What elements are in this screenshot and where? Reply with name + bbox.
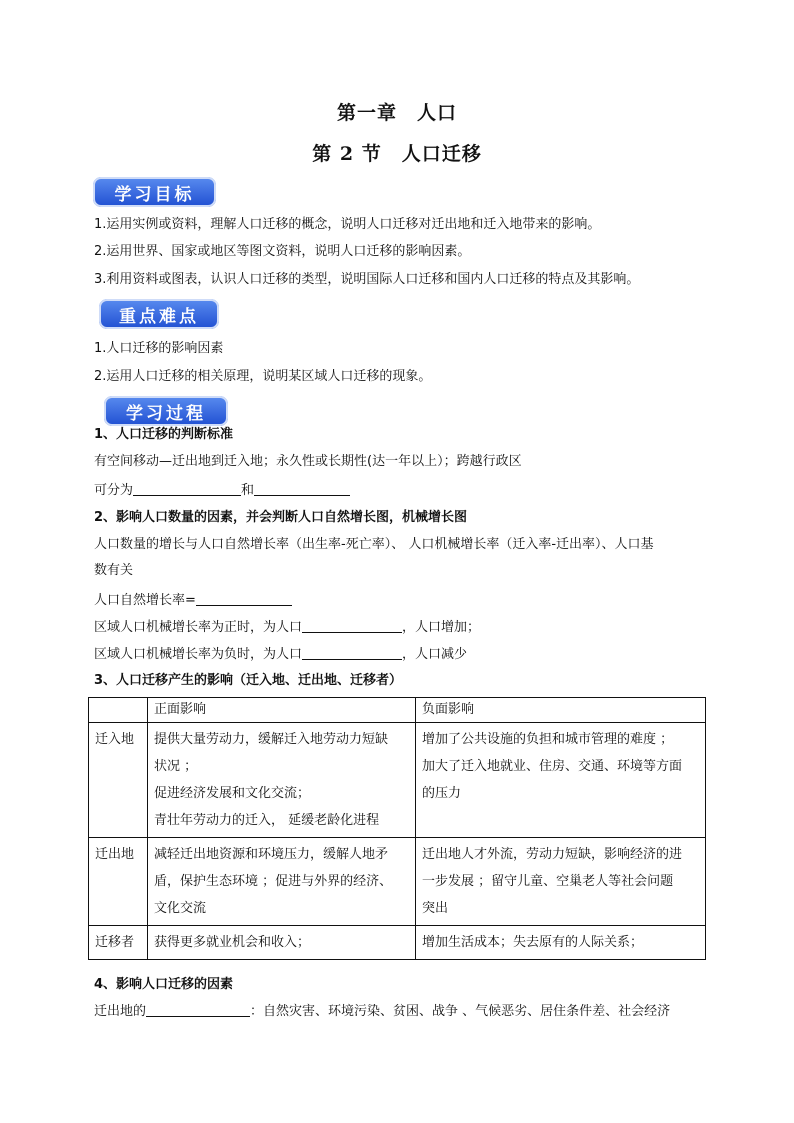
row-label: 迁入地 [89, 723, 148, 838]
cell-line: 一步发展 ；留守儿童、空巢老人等社会问题 [422, 874, 674, 889]
goal-item: 2.运用世界、国家或地区等图文资料，说明人口迁移的影响因素。 [94, 244, 471, 259]
negative-cell [416, 926, 706, 960]
section-1-heading: 1、人口迁移的判断标准 [94, 427, 234, 442]
goal-item: 3.利用资料或图表，认识人口迁移的类型，说明国际人口迁移和国内人口迁移的特点及其影响。 [94, 272, 640, 287]
text-prefix: 可分为 [94, 483, 134, 498]
cell-line: 提供大量劳动力，缓解迁入地劳动力短缺 [154, 732, 389, 747]
table-row [89, 926, 706, 960]
text-prefix: 区域人口机械增长率为负时，为人口 [94, 647, 303, 662]
chapter-title: 第一章 人口 [336, 102, 457, 124]
goal-item: 1.运用实例或资料，理解人口迁移的概念，说明人口迁移对迁出地和迁入地带来的影响。 [94, 217, 601, 232]
key-points-badge: 重点难点 [99, 299, 219, 329]
cell-line: 突出 [422, 901, 449, 916]
section-3-heading: 3、人口迁移产生的影响（迁入地、迁出地、迁移者） [94, 673, 403, 688]
table-row [89, 723, 706, 838]
section-title: 第 2 节 人口迁移 [312, 143, 482, 165]
table-header-cell: 正面影响 [148, 698, 416, 723]
section-2-line: 人口数量的增长与人口自然增长率（出生率-死亡率）、 人口机械增长率（迁入率-迁出率）、人口基 [94, 537, 654, 552]
cell-line: 促进经济发展和文化交流； [154, 786, 311, 801]
cell-line: 加大了迁入地就业、住房、交通、环境等方面 [422, 759, 683, 774]
cell-line: 的压力 [422, 786, 462, 801]
blank-field[interactable] [146, 1002, 250, 1017]
section-2-fill-line [94, 591, 292, 610]
cell-line: 状况 ； [154, 759, 198, 774]
key-point-item: 1.人口迁移的影响因素 [94, 341, 224, 356]
section-2-line: 数有关 [94, 563, 134, 578]
cell-line: 迁出地人才外流，劳动力短缺，影响经济的进 [422, 847, 683, 862]
cell-line: 盾，保护生态环境 ；促进与外界的经济、 [154, 874, 393, 889]
table-header-row [89, 698, 706, 723]
cell-line: 减轻迁出地资源和环境压力，缓解人地矛 [154, 847, 389, 862]
section-2-fill-line [94, 645, 467, 664]
text-mid: 和 [241, 483, 255, 498]
section-1-fill-line [94, 481, 350, 500]
blank-field[interactable] [302, 618, 402, 633]
process-badge: 学习过程 [104, 396, 228, 426]
positive-cell [148, 838, 416, 926]
row-label: 迁出地 [89, 838, 148, 926]
table-header-cell: 负面影响 [416, 698, 706, 723]
section-4-fill-line [94, 1002, 670, 1021]
table-row [89, 838, 706, 926]
positive-cell [148, 723, 416, 838]
text-suffix: ，人口增加； [402, 620, 481, 635]
row-label: 迁移者 [89, 926, 148, 960]
blank-field[interactable] [196, 591, 292, 606]
goals-badge: 学习目标 [93, 177, 216, 207]
text-prefix: 迁出地的 [94, 1004, 147, 1019]
section-4-heading: 4、影响人口迁移的因素 [94, 977, 234, 992]
cell-line: 增加了公共设施的负担和城市管理的难度 ； [422, 732, 674, 747]
blank-field[interactable] [302, 645, 402, 660]
section-1-line: 有空间移动—迁出地到迁入地；永久性或长期性(达一年以上）；跨越行政区 [94, 454, 522, 469]
blank-field[interactable] [133, 481, 241, 496]
cell-line: 获得更多就业机会和收入； [154, 935, 311, 950]
section-2-fill-line [94, 618, 480, 637]
section-2-heading: 2、影响人口数量的因素，并会判断人口自然增长图，机械增长图 [94, 510, 468, 525]
impact-table [88, 697, 706, 960]
negative-cell [416, 723, 706, 838]
key-point-item: 2.运用人口迁移的相关原理，说明某区域人口迁移的现象。 [94, 369, 432, 384]
cell-line: 青壮年劳动力的迁入， 延缓老龄化进程 [154, 813, 380, 828]
cell-line: 增加生活成本；失去原有的人际关系； [422, 935, 644, 950]
text-suffix: ，人口减少 [402, 647, 468, 662]
table-header-cell [89, 698, 148, 723]
text-suffix: ：自然灾害、环境污染、贫困、战争 、气候恶劣、居住条件差、社会经济 [250, 1004, 671, 1019]
text-prefix: 区域人口机械增长率为正时，为人口 [94, 620, 303, 635]
negative-cell [416, 838, 706, 926]
positive-cell [148, 926, 416, 960]
blank-field[interactable] [254, 481, 350, 496]
cell-line: 文化交流 [154, 901, 207, 916]
text-prefix: 人口自然增长率= [94, 593, 196, 608]
